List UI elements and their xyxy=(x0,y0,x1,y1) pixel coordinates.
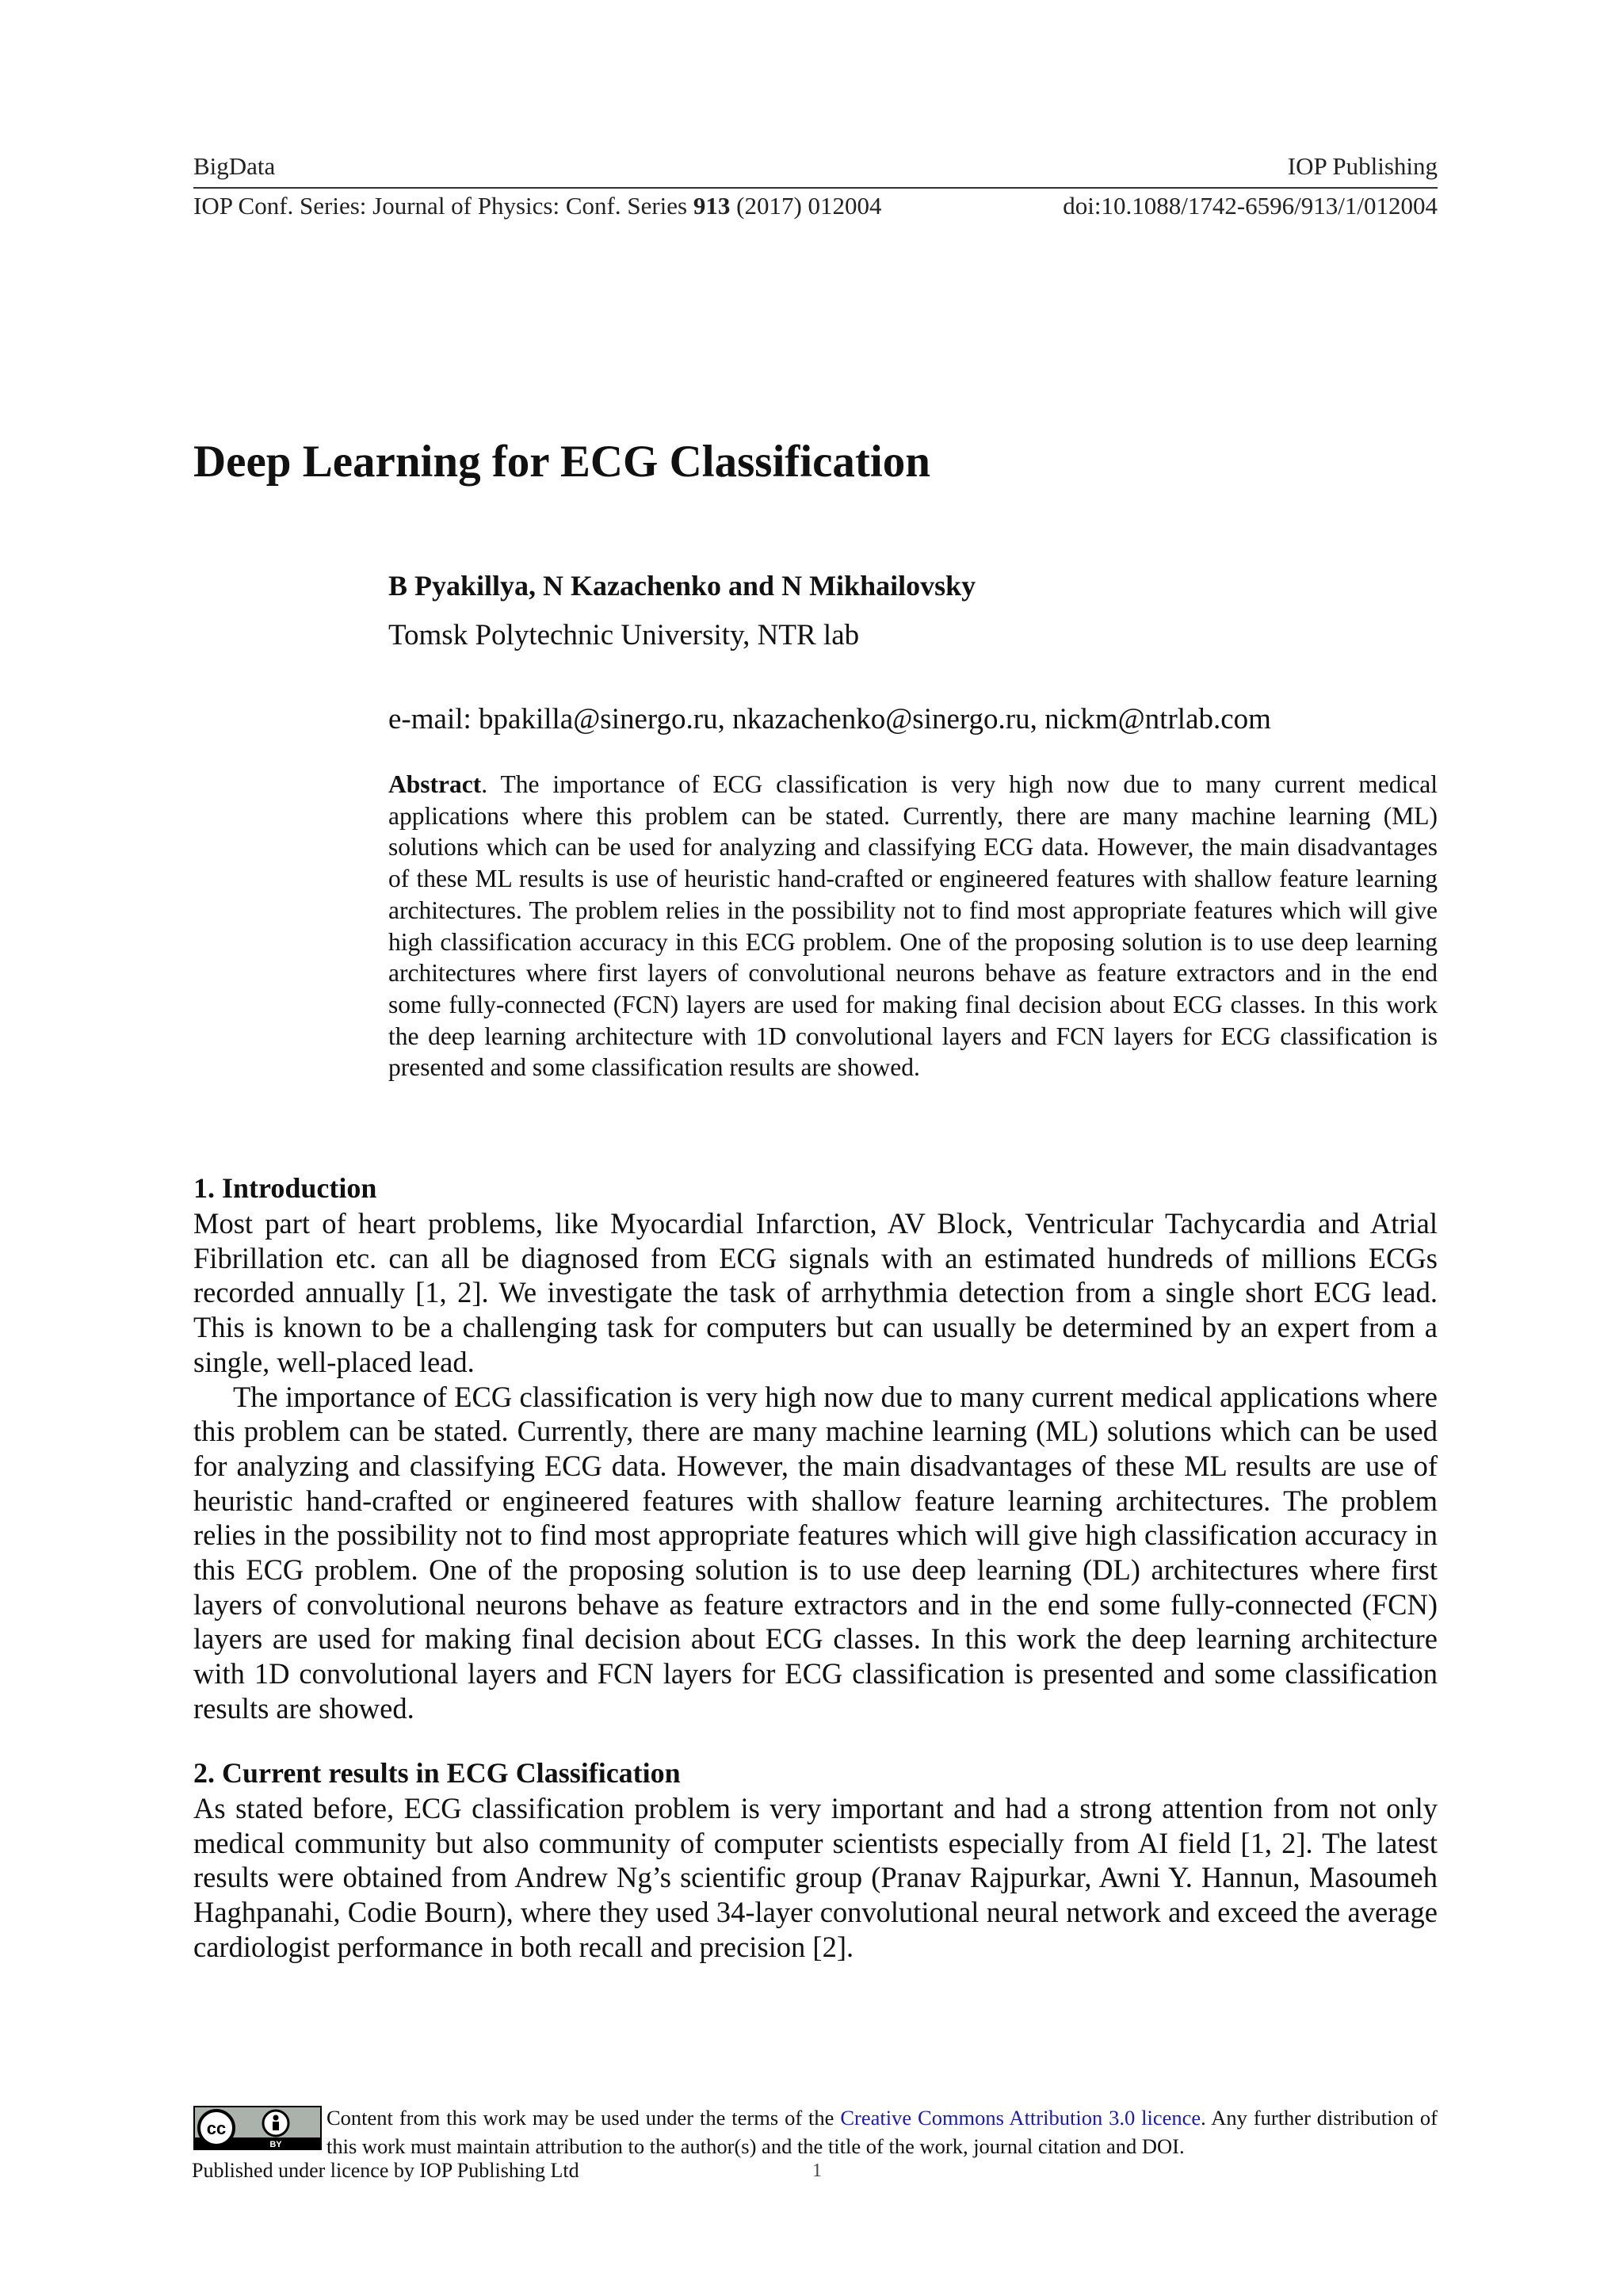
section-body-current-results xyxy=(193,1791,1438,1965)
published-under-licence: Published under licence by IOP Publishing Ltd xyxy=(192,2159,579,2182)
header-rule xyxy=(193,187,1438,189)
abstract xyxy=(388,769,1438,1083)
affiliation: Tomsk Polytechnic University, NTR lab xyxy=(388,619,860,651)
license-pre: Content from this work may be used under the terms of the xyxy=(327,2106,841,2130)
running-header-publisher: IOP Publishing xyxy=(1287,152,1438,180)
running-header-conference: BigData xyxy=(193,152,276,180)
series-suffix: (2017) 012004 xyxy=(730,192,882,220)
doi: doi:10.1088/1742-6596/913/1/012004 xyxy=(1063,192,1438,220)
abstract-text: . The importance of ECG classification is very high now due to many current medical applications where this problem can be stated. Currently, there are many machine learning (ML) solutions which can be used for analyzing and classifying ECG data. However, the main disadvantages of these ML results is use of heuristic hand-crafted or engineered features with shallow feature learning architectures. The problem relies in the possibility not to find most appropriate features which will give high classification accuracy in this ECG problem. One of the proposing solution is to use deep learning architectures where first layers of convolutional neurons behave as feature extractors and in the end some fully-connected (FCN) layers are used for making final decision about ECG classes. In this work the deep learning architecture with 1D convolutional layers and FCN layers for ECG classification is presented and some classification results are showed. xyxy=(388,770,1438,1082)
series-prefix: IOP Conf. Series: Journal of Physics: Conf. Series xyxy=(193,192,693,220)
abstract-label: Abstract xyxy=(388,770,482,798)
page-number: 1 xyxy=(812,2160,822,2181)
license-statement xyxy=(327,2103,1438,2160)
paragraph: The importance of ECG classification is very high now due to many current medical applications where this problem can be stated. Currently, there are many machine learning (ML) solutions which can be used for analyzing and classifying ECG data. However, the main disadvantages of these ML results are use of heuristic hand-crafted or engineered features with shallow feature learning architectures. The problem relies in the possibility not to find most appropriate features which will give high classification accuracy in this ECG problem. One of the proposing solution is to use deep learning (DL) architectures where first layers of convolutional neurons behave as feature extractors and in the end some fully-connected (FCN) layers are used for making final decision about ECG classes. In this work the deep learning architecture with 1D convolutional layers and FCN layers for ECG classification is presented and some classification results are showed. xyxy=(193,1380,1438,1725)
license-link[interactable]: Creative Commons Attribution 3.0 licence xyxy=(840,2106,1201,2130)
cc-icon-text: cc xyxy=(206,2118,227,2138)
paper-title: Deep Learning for ECG Classification xyxy=(193,437,930,487)
by-label: BY xyxy=(269,2140,282,2149)
series-volume: 913 xyxy=(693,192,731,220)
journal-series xyxy=(193,192,882,220)
paragraph: As stated before, ECG classification problem is very important and had a strong attention from not only medical community but also community of computer scientists especially from AI field [1, 2]. The latest results were obtained from Andrew Ng’s scientific group (Pranav Rajpurkar, Awni Y. Hannun, Masoumeh Haghpanahi, Codie Bourn), where they used 34-layer convolutional neural network and exceed the average cardiologist performance in both recall and precision [2]. xyxy=(193,1792,1438,1963)
paragraph: Most part of heart problems, like Myocardial Infarction, AV Block, Ventricular Tachycardia and Atrial Fibrillation etc. can all be diagnosed from ECG signals with an estimated hundreds of millions ECGs recorded annually [1, 2]. We investigate the task of arrhythmia detection from a single short ECG lead. This is known to be a challenging task for computers but can usually be determined by an expert from a single, well-placed lead. xyxy=(193,1207,1438,1378)
license-post: . Any further distribution of this work must maintain attribution to the author(s) and the title of the work, journal citation and DOI. xyxy=(327,2106,1438,2158)
section-body-introduction xyxy=(193,1206,1438,1726)
creative-commons-by-logo xyxy=(193,2106,322,2150)
section-heading-current-results: 2. Current results in ECG Classification xyxy=(193,1757,681,1789)
section-heading-introduction: 1. Introduction xyxy=(193,1172,377,1204)
author-emails: e-mail: bpakilla@sinergo.ru, nkazachenko@sinergo.ru, nickm@ntrlab.com xyxy=(388,703,1271,735)
author-list: B Pyakillya, N Kazachenko and N Mikhailovsky xyxy=(388,570,976,602)
